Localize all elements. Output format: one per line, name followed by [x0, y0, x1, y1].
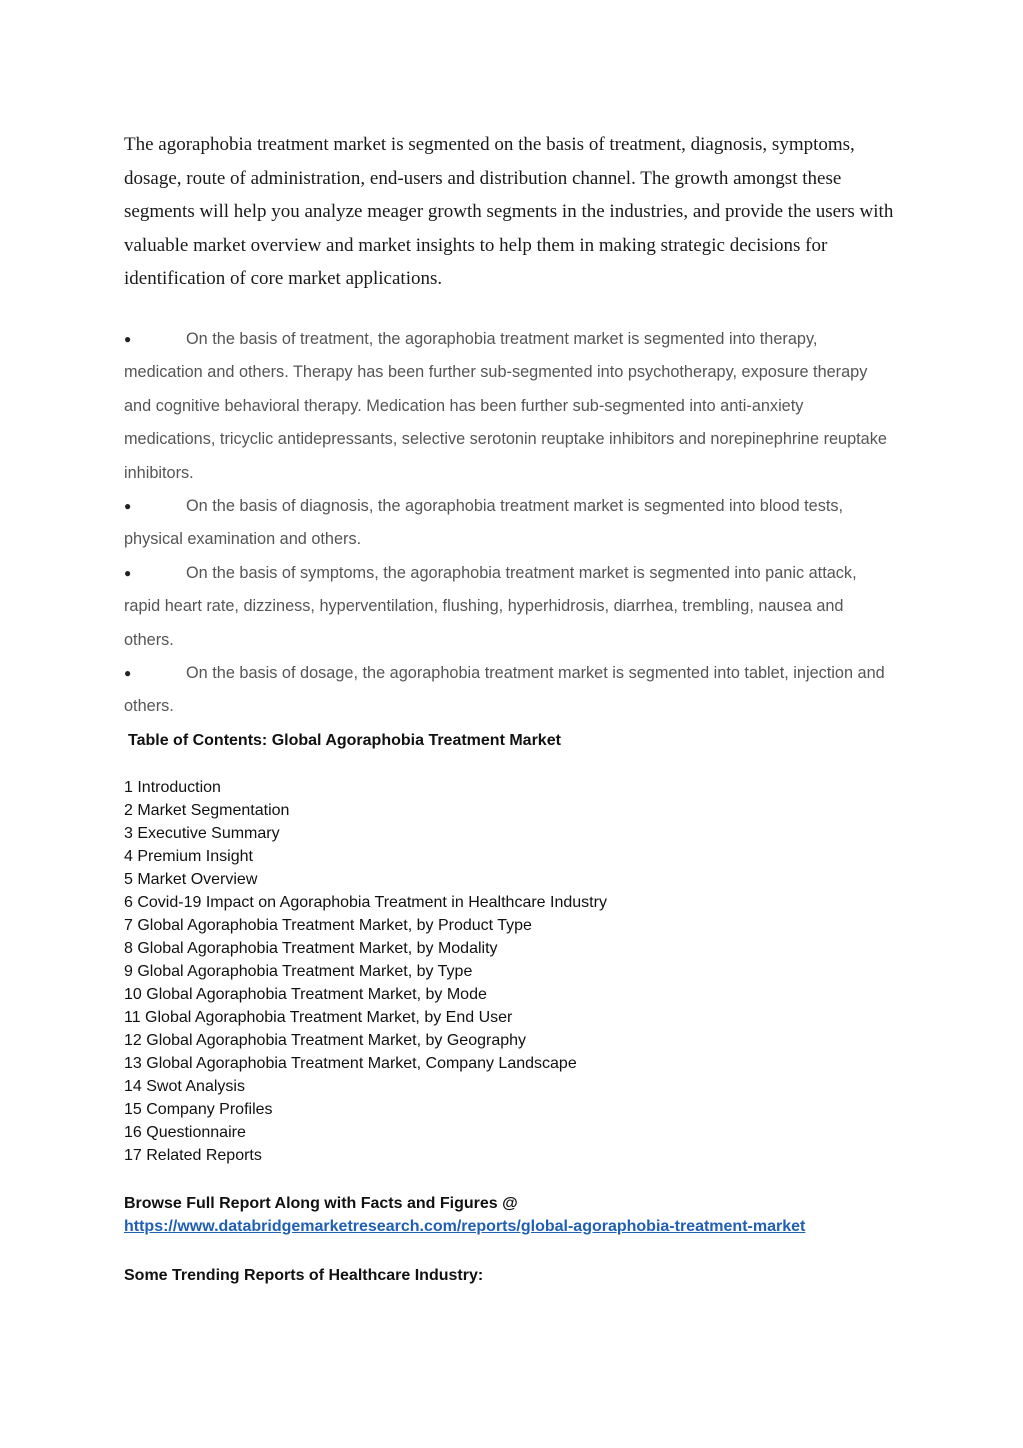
toc-item: 15 Company Profiles	[124, 1101, 273, 1118]
trending-reports-heading: Some Trending Reports of Healthcare Industry:	[124, 1267, 484, 1284]
bullet-item-diagnosis	[124, 490, 894, 557]
bullet-dot-icon: ●	[124, 499, 132, 514]
toc-item: 9 Global Agoraphobia Treatment Market, by Type	[124, 963, 473, 980]
intro-paragraph: The agoraphobia treatment market is segmented on the basis of treatment, diagnosis, symptoms, dosage, route of administration, end-users and distribution channel. The growth amongst these segments will help you analyze meager growth segments in the industries, and provide the users with valuable market overview and market insights to help them in making strategic decisions for identification of core market applications.	[124, 134, 894, 290]
bullet-dot-icon: ●	[124, 666, 132, 681]
segmentation-bullet-list	[124, 323, 894, 724]
toc-item: 1 Introduction	[124, 779, 221, 796]
toc-list	[124, 776, 607, 1167]
toc-item: 12 Global Agoraphobia Treatment Market, by Geography	[124, 1032, 527, 1049]
toc-item: 3 Executive Summary	[124, 825, 280, 842]
toc-item: 11 Global Agoraphobia Treatment Market, by End User	[124, 1009, 513, 1026]
bullet-text: On the basis of treatment, the agoraphobia treatment market is segmented into therapy, medication and others. Therapy has been further sub-segmented into psychotherapy, exposure therapy and cognitive behavioral therapy. Medication has been further sub-segmented into anti-anxiety medications, tricyclic antidepressants, selective serotonin reuptake inhibitors and norepinephrine reuptake inhibitors.	[124, 330, 887, 482]
toc-title: Table of Contents: Global Agoraphobia Treatment Market	[128, 732, 561, 749]
browse-report-label: Browse Full Report Along with Facts and Figures @	[124, 1195, 518, 1212]
bullet-item-treatment	[124, 323, 894, 490]
toc-item: 17 Related Reports	[124, 1147, 262, 1164]
toc-item: 8 Global Agoraphobia Treatment Market, by Modality	[124, 940, 498, 957]
toc-item: 4 Premium Insight	[124, 848, 253, 865]
toc-item: 7 Global Agoraphobia Treatment Market, by Product Type	[124, 917, 532, 934]
bullet-text: On the basis of diagnosis, the agoraphobia treatment market is segmented into blood tests, physical examination and others.	[124, 497, 844, 549]
bullet-dot-icon: ●	[124, 332, 132, 346]
toc-item: 14 Swot Analysis	[124, 1078, 245, 1095]
toc-item: 13 Global Agoraphobia Treatment Market, Company Landscape	[124, 1055, 577, 1072]
toc-item: 2 Market Segmentation	[124, 802, 290, 819]
bullet-dot-icon: ●	[124, 565, 132, 580]
toc-item: 10 Global Agoraphobia Treatment Market, by Mode	[124, 986, 487, 1003]
bullet-item-symptoms	[124, 557, 894, 657]
full-report-link[interactable]: https://www.databridgemarketresearch.com/reports/global-agoraphobia-treatment-market	[124, 1218, 806, 1235]
toc-item: 16 Questionnaire	[124, 1124, 246, 1141]
toc-item: 6 Covid-19 Impact on Agoraphobia Treatment in Healthcare Industry	[124, 894, 607, 911]
toc-item: 5 Market Overview	[124, 871, 258, 888]
bullet-item-dosage	[124, 657, 894, 724]
bullet-text: On the basis of symptoms, the agoraphobia treatment market is segmented into panic attack, rapid heart rate, dizziness, hyperventilation, flushing, hyperhidrosis, diarrhea, trembling, nausea and others.	[124, 563, 857, 649]
bullet-text: On the basis of dosage, the agoraphobia treatment market is segmented into tablet, injection and others.	[124, 664, 885, 716]
